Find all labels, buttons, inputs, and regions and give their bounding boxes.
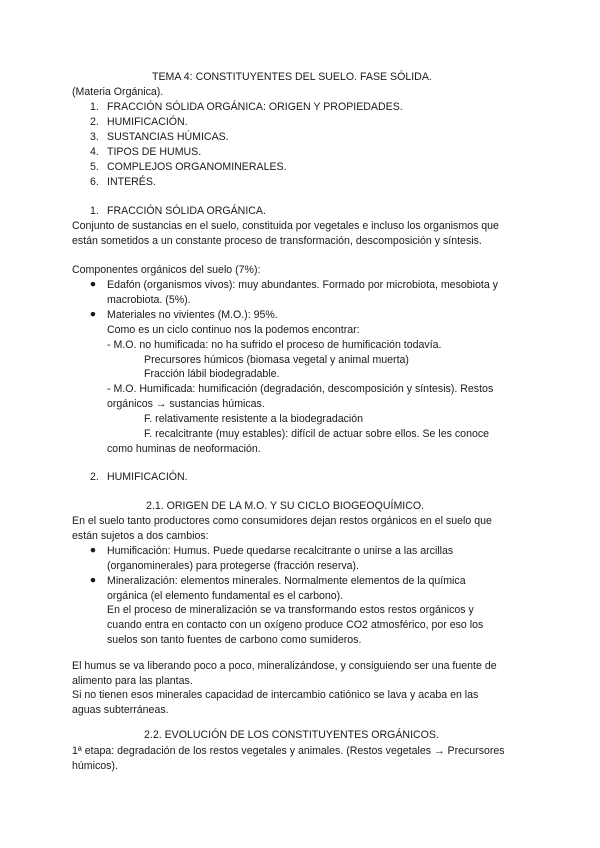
paragraph-line: Conjunto de sustancias en el suelo, constituida por vegetales e incluso los organismos que — [72, 220, 499, 232]
bullet-line: En el proceso de mineralización se va transformando estos restos orgánicos y — [107, 604, 474, 616]
sub-item: Precursores húmicos (biomasa vegetal y animal muerta) — [144, 354, 409, 366]
bullet-line: Mineralización: elementos minerales. Normalmente elementos de la química — [107, 575, 466, 587]
sub-item: Fracción lábil biodegradable. — [144, 368, 280, 380]
bullet-line: (organominerales) para protegerse (fracción reserva). — [107, 560, 360, 572]
toc-item: INTERÉS. — [107, 176, 156, 188]
bullet-line: suelos son tanto fuentes de carbono como sumideros. — [107, 634, 362, 646]
bullet-line: Como es un ciclo continuo nos la podemos encontrar: — [107, 324, 360, 336]
toc-item: COMPLEJOS ORGANOMINERALES. — [107, 161, 287, 173]
paragraph-line: El humus se va liberando poco a poco, mineralizándose, y consiguiendo ser una fuente de — [72, 660, 497, 672]
subsection-heading: 2.1. ORIGEN DE LA M.O. Y SU CICLO BIOGEOQUÍMICO. — [146, 500, 425, 512]
paragraph-line: aguas subterráneas. — [72, 704, 169, 716]
sub-item: F. recalcitrante (muy estables): difícil de actuar sobre ellos. Se les conoce — [144, 428, 490, 440]
section-heading: HUMIFICACIÓN. — [107, 471, 188, 483]
paragraph-line: están sometidos a un constante proceso de transformación, descomposición y síntesis. — [72, 235, 482, 247]
bullet-line: cuando entra en contacto con un oxígeno produce CO2 atmosférico, por eso los — [107, 619, 484, 631]
bullet-line: - M.O. no humificada: no ha sufrido el proceso de humificación todavía. — [107, 339, 442, 351]
toc-item: FRACCIÓN SÓLIDA ORGÁNICA: ORIGEN Y PROPIEDADES. — [107, 101, 403, 113]
bullet-line: como huminas de neoformación. — [107, 443, 261, 455]
document-subtitle: (Materia Orgánica). — [72, 86, 164, 98]
bullet-icon: ● — [89, 574, 97, 586]
bullet-line: Materiales no vivientes (M.O.): 95%. — [107, 309, 278, 321]
toc-number: 6. — [90, 176, 99, 188]
toc-number: 5. — [90, 161, 99, 173]
toc-number: 2. — [90, 116, 99, 128]
bullet-line: Humificación: Humus. Puede quedarse recalcitrante o unirse a las arcillas — [107, 545, 454, 557]
bullet-line: Edafón (organismos vivos): muy abundantes. Formado por microbiota, mesobiota y — [107, 279, 498, 291]
toc-number: 1. — [90, 101, 99, 113]
toc-number: 4. — [90, 146, 99, 158]
toc-item: SUSTANCIAS HÚMICAS. — [107, 131, 229, 143]
bullet-icon: ● — [89, 544, 97, 556]
section-heading: FRACCIÓN SÓLIDA ORGÁNICA. — [107, 205, 266, 217]
bullet-line: - M.O. Humificada: humificación (degradación, descomposición y síntesis). Restos — [107, 383, 494, 395]
section-number: 2. — [90, 471, 99, 483]
bullet-icon: ● — [89, 278, 97, 290]
bullet-line: orgánica (el elemento fundamental es el carbono). — [107, 590, 344, 602]
paragraph-line: están sujetos a dos cambios: — [72, 530, 209, 542]
paragraph-line: 1ª etapa: degradación de los restos vegetales y animales. (Restos vegetales → Precursores — [72, 745, 505, 757]
toc-number: 3. — [90, 131, 99, 143]
toc-item: HUMIFICACIÓN. — [107, 116, 188, 128]
bullet-line: orgánicos → sustancias húmicas. — [107, 398, 265, 410]
bullet-line: macrobiota. (5%). — [107, 294, 191, 306]
sub-item: F. relativamente resistente a la biodegradación — [144, 413, 364, 425]
toc-item: TIPOS DE HUMUS. — [107, 146, 202, 158]
document-title: TEMA 4: CONSTITUYENTES DEL SUELO. FASE SÓLIDA. — [152, 71, 432, 83]
paragraph-line: húmicos). — [72, 760, 118, 772]
components-label: Componentes orgánicos del suelo (7%): — [72, 264, 261, 276]
section-number: 1. — [90, 205, 99, 217]
paragraph-line: alimento para las plantas. — [72, 675, 193, 687]
paragraph-line: En el suelo tanto productores como consumidores dejan restos orgánicos en el suelo que — [72, 515, 492, 527]
bullet-icon: ● — [89, 308, 97, 320]
paragraph-line: Si no tienen esos minerales capacidad de intercambio catiónico se lava y acaba en las — [72, 689, 479, 701]
subsection-heading: 2.2. EVOLUCIÓN DE LOS CONSTITUYENTES ORGÁNICOS. — [144, 729, 439, 741]
